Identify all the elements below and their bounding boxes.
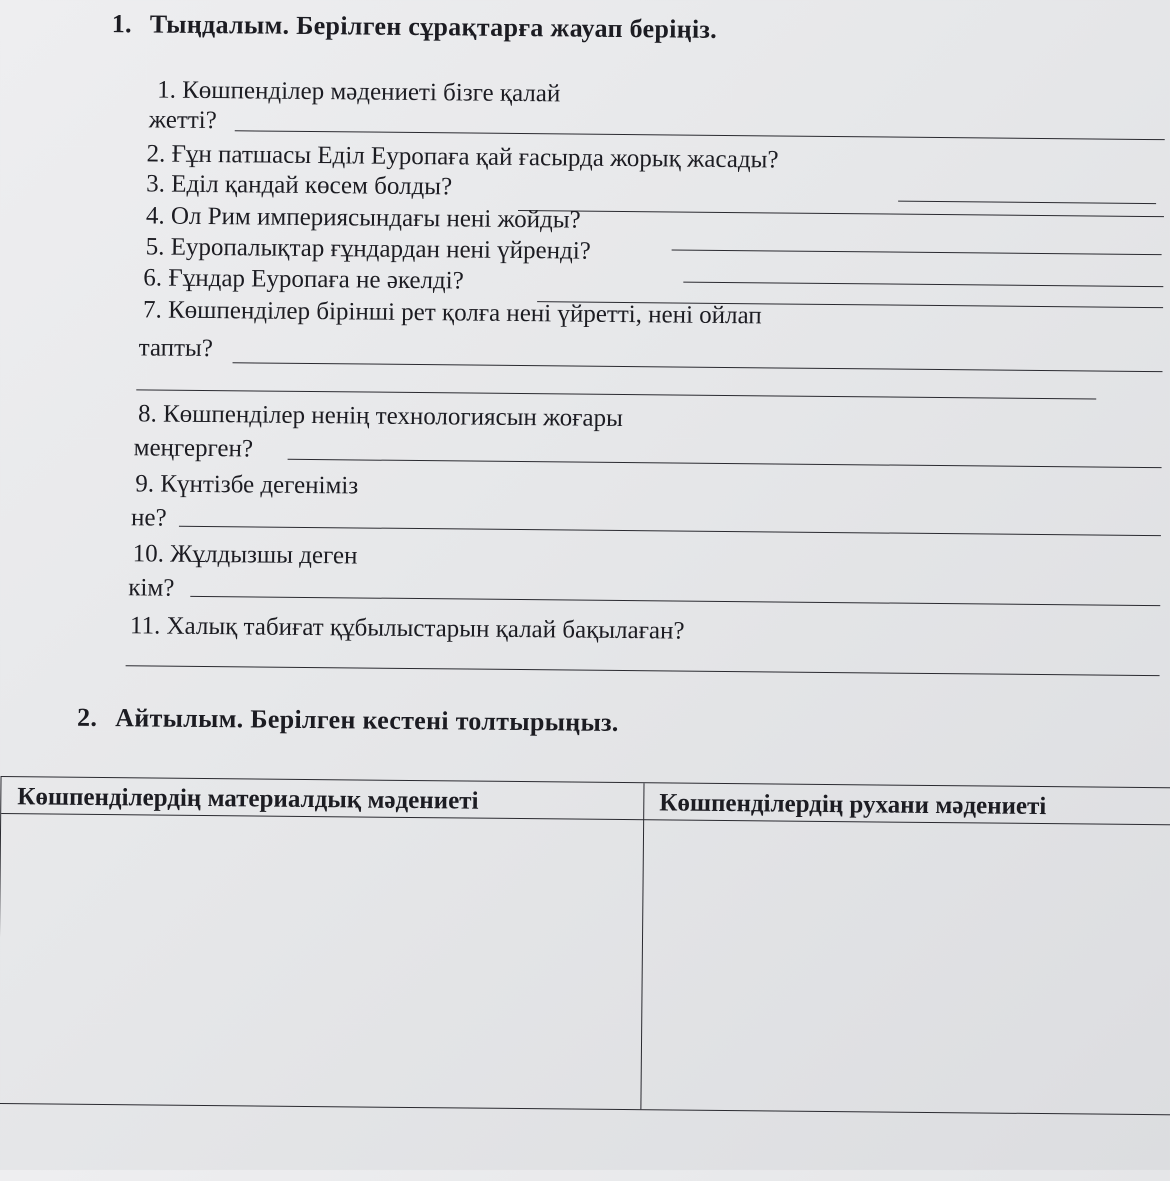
answer-line-9[interactable] <box>179 526 1161 536</box>
culture-table <box>0 776 1170 1115</box>
answer-line-5[interactable] <box>683 282 1163 288</box>
question-6: 6. Ғұндар Еуропаға не әкелді? <box>143 264 464 295</box>
question-4: 4. Ол Рим империясындағы нені жойды? <box>145 202 581 234</box>
question-5: 5. Еуропалықтар ғұндардан нені үйренді? <box>145 233 591 265</box>
table-header-spiritual-culture: Көшпенділердің рухани мәдениеті <box>659 789 1047 821</box>
question-3: 3. Еділ қандай көсем болды? <box>146 170 453 201</box>
question-10-line2: кім? <box>128 574 175 602</box>
table-header-material-culture: Көшпенділердің материалдық мәдениеті <box>17 783 479 815</box>
answer-line-7a[interactable] <box>233 362 1163 372</box>
question-8-line2: меңгерген? <box>133 434 254 463</box>
question-7-line1: 7. Көшпенділер бірінші рет қолға нені үйретті, нені ойлап <box>142 296 762 330</box>
question-2: 2. Ғұн патшасы Еділ Еуропаға қай ғасырда жорық жасады? <box>146 140 779 174</box>
question-11: 11. Халық табиғат құбылыстарын қалай бақылаған? <box>129 612 685 645</box>
answer-line-11[interactable] <box>126 665 1160 676</box>
answer-line-4[interactable] <box>672 249 1162 255</box>
answer-line-1[interactable] <box>235 130 1165 140</box>
task2-number: 2. <box>76 702 98 732</box>
question-1-line2: жетті? <box>148 106 217 135</box>
task2-title: Айтылым. Берілген кестені толтырыңыз. <box>115 703 619 737</box>
task1-title: Тыңдалым. Берілген сұрақтарға жауап беріңіз. <box>149 9 718 44</box>
task1-number: 1. <box>111 9 133 39</box>
question-10-line1: 10. Жұлдызшы деген <box>132 540 358 570</box>
answer-line-7b[interactable] <box>136 389 1096 399</box>
question-8-line1: 8. Көшпенділер ненің технологиясын жоғары <box>137 400 624 432</box>
table-column-divider <box>640 783 644 1109</box>
question-9-line1: 9. Күнтізбе дегеніміз <box>135 470 359 500</box>
answer-line-3[interactable] <box>518 210 1164 217</box>
question-9-line2: не? <box>130 504 167 532</box>
answer-line-10[interactable] <box>190 596 1160 606</box>
question-1-line1: 1. Көшпенділер мәдениеті бізге қалай <box>157 76 561 108</box>
answer-line-8[interactable] <box>288 459 1162 468</box>
question-7-line2: тапты? <box>138 334 213 363</box>
answer-line-2[interactable] <box>898 201 1156 204</box>
task2-heading <box>77 703 619 738</box>
task1-heading <box>112 9 718 45</box>
